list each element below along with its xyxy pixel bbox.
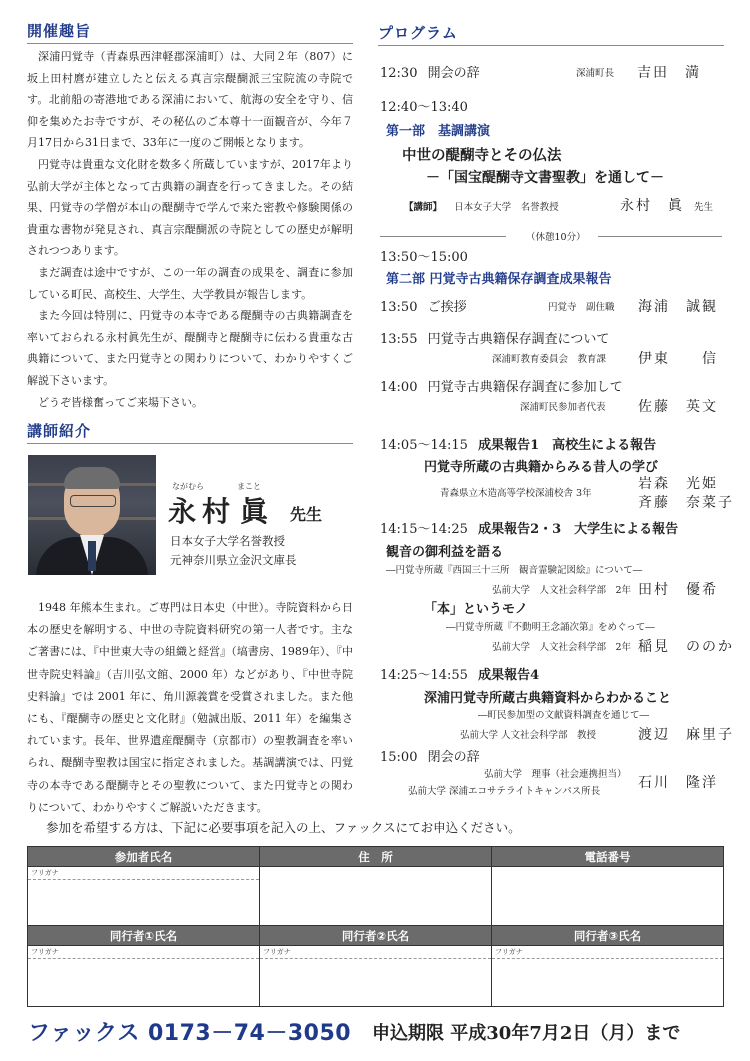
report4-topic: 深浦円覚寺所蔵古典籍資料からわかること	[424, 691, 672, 706]
phone-field[interactable]	[492, 867, 724, 926]
role: 深浦町長	[576, 68, 615, 79]
furigana-label: フリガナ	[492, 946, 723, 959]
speaker-tag: 【講師】	[404, 202, 443, 213]
program-talk-1	[380, 328, 724, 347]
speaker-role: 日本女子大学 名誉教授	[454, 202, 559, 213]
furigana-label: フリガナ	[260, 946, 491, 959]
closing-person: 石川 隆洋	[638, 775, 718, 791]
lecturer-title: 講師紹介	[27, 420, 353, 444]
report1-person-2: 斉藤 奈菜子	[638, 495, 734, 511]
report1-header	[380, 434, 724, 453]
part1-time: 12:40～13:40	[380, 100, 468, 115]
lecturer-bio-text: 1948 年熊本生まれ。ご専門は日本史（中世）。寺院資料から日本の歴史を解明する、中世の寺院資料研究の第一人者です。主なご著書には、『中世東大寺の組織と経営』（塙書房、1989年）、『中世寺院史料論』（吉川弘文館、2000 年）などがあり、『中世寺院史料論』では 2001 年に、角川源義賞を受賞されました。また他にも、『醍醐寺の歴史と文化財』（勉誠出版、2011 年）を編集されています。長年、世界遺産醍醐寺（京都市）の聖教調査を率いられ、醍醐寺聖教は国宝に指定されました。基調講演では、円覚寺の本寺である醍醐寺とその聖教について、また円覚寺との関わりについて、わかりやすくご解説いただきます。	[27, 601, 353, 814]
label: 円覚寺古典籍保存調査に参加して	[427, 380, 623, 395]
furigana-label: フリガナ	[28, 867, 259, 880]
report2-person-1: 田村 優希	[638, 582, 718, 598]
report2-topic-1: 観音の御利益を語る	[386, 545, 504, 560]
part2-title: 第二部 円覚寺古典籍保存調査成果報告	[386, 272, 612, 287]
name-ruby-family: ながむら	[172, 482, 204, 491]
report1-role: 青森県立木造高等学校深浦校舎 3年	[440, 488, 592, 499]
report2-topic-2: 「本」というモノ	[424, 602, 528, 617]
closing-role-1: 弘前大学 理事（社会連携担当）	[484, 769, 627, 780]
time: 13:50	[380, 300, 418, 315]
title: 成果報告2・3 大学生による報告	[478, 522, 679, 537]
part1-subtitle: －「国宝醍醐寺文書聖教」を通して－	[426, 170, 664, 186]
report1-topic: 円覚寺所蔵の古典籍からみる昔人の学び	[424, 460, 659, 475]
break-line-left	[380, 236, 506, 237]
report1-person-1: 岩森 光姫	[638, 476, 718, 492]
furigana-label: フリガナ	[28, 946, 259, 959]
lecturer-bio	[27, 597, 353, 819]
person: 伊東 信	[638, 351, 718, 367]
lecturer-photo	[28, 455, 156, 575]
purpose-paragraph-3: まだ調査は途中ですが、この一年の調査の成果を、調査に参加している町民、高校生、大学生、大学教員が報告します。	[27, 265, 353, 301]
time: 12:30	[380, 66, 418, 81]
report2-header	[380, 518, 724, 537]
lecturer-affiliation-2: 元神奈川県立金沢文庫長	[170, 553, 297, 567]
label: ご挨拶	[427, 300, 467, 315]
lecturer-name-family: 永村	[168, 495, 237, 528]
application-form	[27, 846, 724, 1007]
name-ruby-given: まこと	[237, 482, 261, 491]
purpose-paragraph-5: どうぞ皆様奮ってご来場下さい。	[38, 395, 203, 409]
header-companion-2: 同行者②氏名	[260, 926, 492, 946]
time: 14:05～14:15	[380, 438, 468, 453]
time: 14:25～14:55	[380, 668, 468, 683]
label: 開会の辞	[427, 66, 480, 81]
role: 深浦町民参加者代表	[520, 402, 606, 413]
person: 海浦 誠観	[638, 299, 718, 315]
title: 成果報告4	[478, 668, 540, 683]
form-intro: 参加を希望する方は、下記に必要事項を記入の上、ファックスにてお申込ください。	[46, 820, 521, 835]
part1-speaker	[404, 199, 724, 214]
title: 成果報告1 高校生による報告	[478, 438, 657, 453]
report4-person: 渡辺 麻里子	[638, 727, 734, 743]
header-companion-1: 同行者①氏名	[28, 926, 260, 946]
report4-header	[380, 664, 724, 683]
lecturer-honorific: 先生	[290, 505, 323, 524]
role: 円覚寺 副住職	[548, 302, 615, 313]
role: 深浦町教育委員会 教育課	[492, 354, 607, 365]
closing-role-2: 弘前大学 深浦エコサテライトキャンパス所長	[408, 786, 601, 797]
lecturer-affiliation-1: 日本女子大学名誉教授	[170, 534, 285, 548]
person: 吉田 満	[637, 65, 701, 81]
part1-lecture: 中世の醍醐寺とその仏法	[402, 147, 562, 164]
purpose-paragraph-4: また今回は特別に、円覚寺の本寺である醍醐寺の古典籍調査を率いておられる永村眞先生が、醍醐寺と醍醐寺に伝わる貴重な古典籍について、また円覚寺との関わりについて、わかりやすくご解説下さいます。	[27, 309, 353, 387]
purpose-paragraph-2: 円覚寺は貴重な文化財を数多く所蔵していますが、2017年より弘前大学が主体となって古典籍の調査を行ってきました。その結果、円覚寺の学僧が本山の醍醐寺で学んで来た密教や修験関係の貴重な書物が発見され、真言宗醍醐派の寺院としての歴史が解明されつつあります。	[27, 157, 353, 258]
person: 佐藤 英文	[638, 399, 718, 415]
time: 14:00	[380, 380, 418, 395]
companion-2-field[interactable]	[260, 946, 492, 1007]
speaker-name: 永村 眞	[620, 198, 684, 214]
time: 15:00	[380, 750, 418, 765]
header-phone: 電話番号	[492, 847, 724, 867]
header-address: 住 所	[260, 847, 492, 867]
deadline: 申込期限 平成30年7月2日（月）まで	[372, 1023, 681, 1044]
speaker-honorific: 先生	[694, 202, 714, 213]
break-line-right	[598, 236, 722, 237]
time: 14:15～14:25	[380, 522, 468, 537]
break-label: （休憩10分）	[526, 232, 586, 243]
program-list	[380, 52, 734, 802]
companion-3-field[interactable]	[492, 946, 724, 1007]
report4-subtitle: ―町民参加型の文献資料調査を通じて―	[478, 710, 650, 721]
header-participant-name: 参加者氏名	[28, 847, 260, 867]
part2-time: 13:50～15:00	[380, 250, 468, 265]
report2-person-2: 稲見 ののか	[638, 639, 734, 655]
part1-title: 第一部 基調講演	[386, 124, 491, 139]
participant-name-field[interactable]	[28, 867, 260, 926]
purpose-body	[27, 46, 353, 413]
report2-subtitle-1: ―円覚寺所蔵『西国三十三所 観音霊験記図絵』について―	[386, 565, 643, 576]
address-field[interactable]	[260, 867, 492, 926]
program-greeting	[380, 296, 724, 315]
companion-1-field[interactable]	[28, 946, 260, 1007]
header-companion-3: 同行者③氏名	[492, 926, 724, 946]
program-title: プログラム	[378, 22, 724, 46]
label: 閉会の辞	[427, 750, 480, 765]
purpose-paragraph-1: 深浦円覚寺（青森県西津軽郡深浦町）は、大同２年（807）に坂上田村麿が建立したと伝える真言宗醍醐派三宝院流の寺院です。北前船の寄港地である深浦において、航海の安全を守り、信仰を集めたお寺ですが、その秘仏のご本尊十一面観音が、今年７月17日から31日まで、33年に一度のご開帳となります。	[27, 50, 353, 150]
report2-role-2: 弘前大学 人文社会科学部 2年	[492, 642, 632, 653]
time: 13:55	[380, 332, 418, 347]
report4-role: 弘前大学 人文社会科学部 教授	[460, 730, 597, 741]
purpose-title: 開催趣旨	[27, 20, 353, 44]
program-closing	[380, 746, 724, 765]
report2-role-1: 弘前大学 人文社会科学部 2年	[492, 585, 632, 596]
fax-number: ファックス 0173－74－3050	[28, 1021, 352, 1046]
program-opening	[380, 62, 724, 81]
lecturer-name-given: 眞	[240, 495, 269, 528]
program-talk-2	[380, 376, 724, 395]
report2-subtitle-2: ―円覚寺所蔵『不動明王念誦次第』をめぐって―	[446, 622, 655, 633]
label: 円覚寺古典籍保存調査について	[427, 332, 610, 347]
